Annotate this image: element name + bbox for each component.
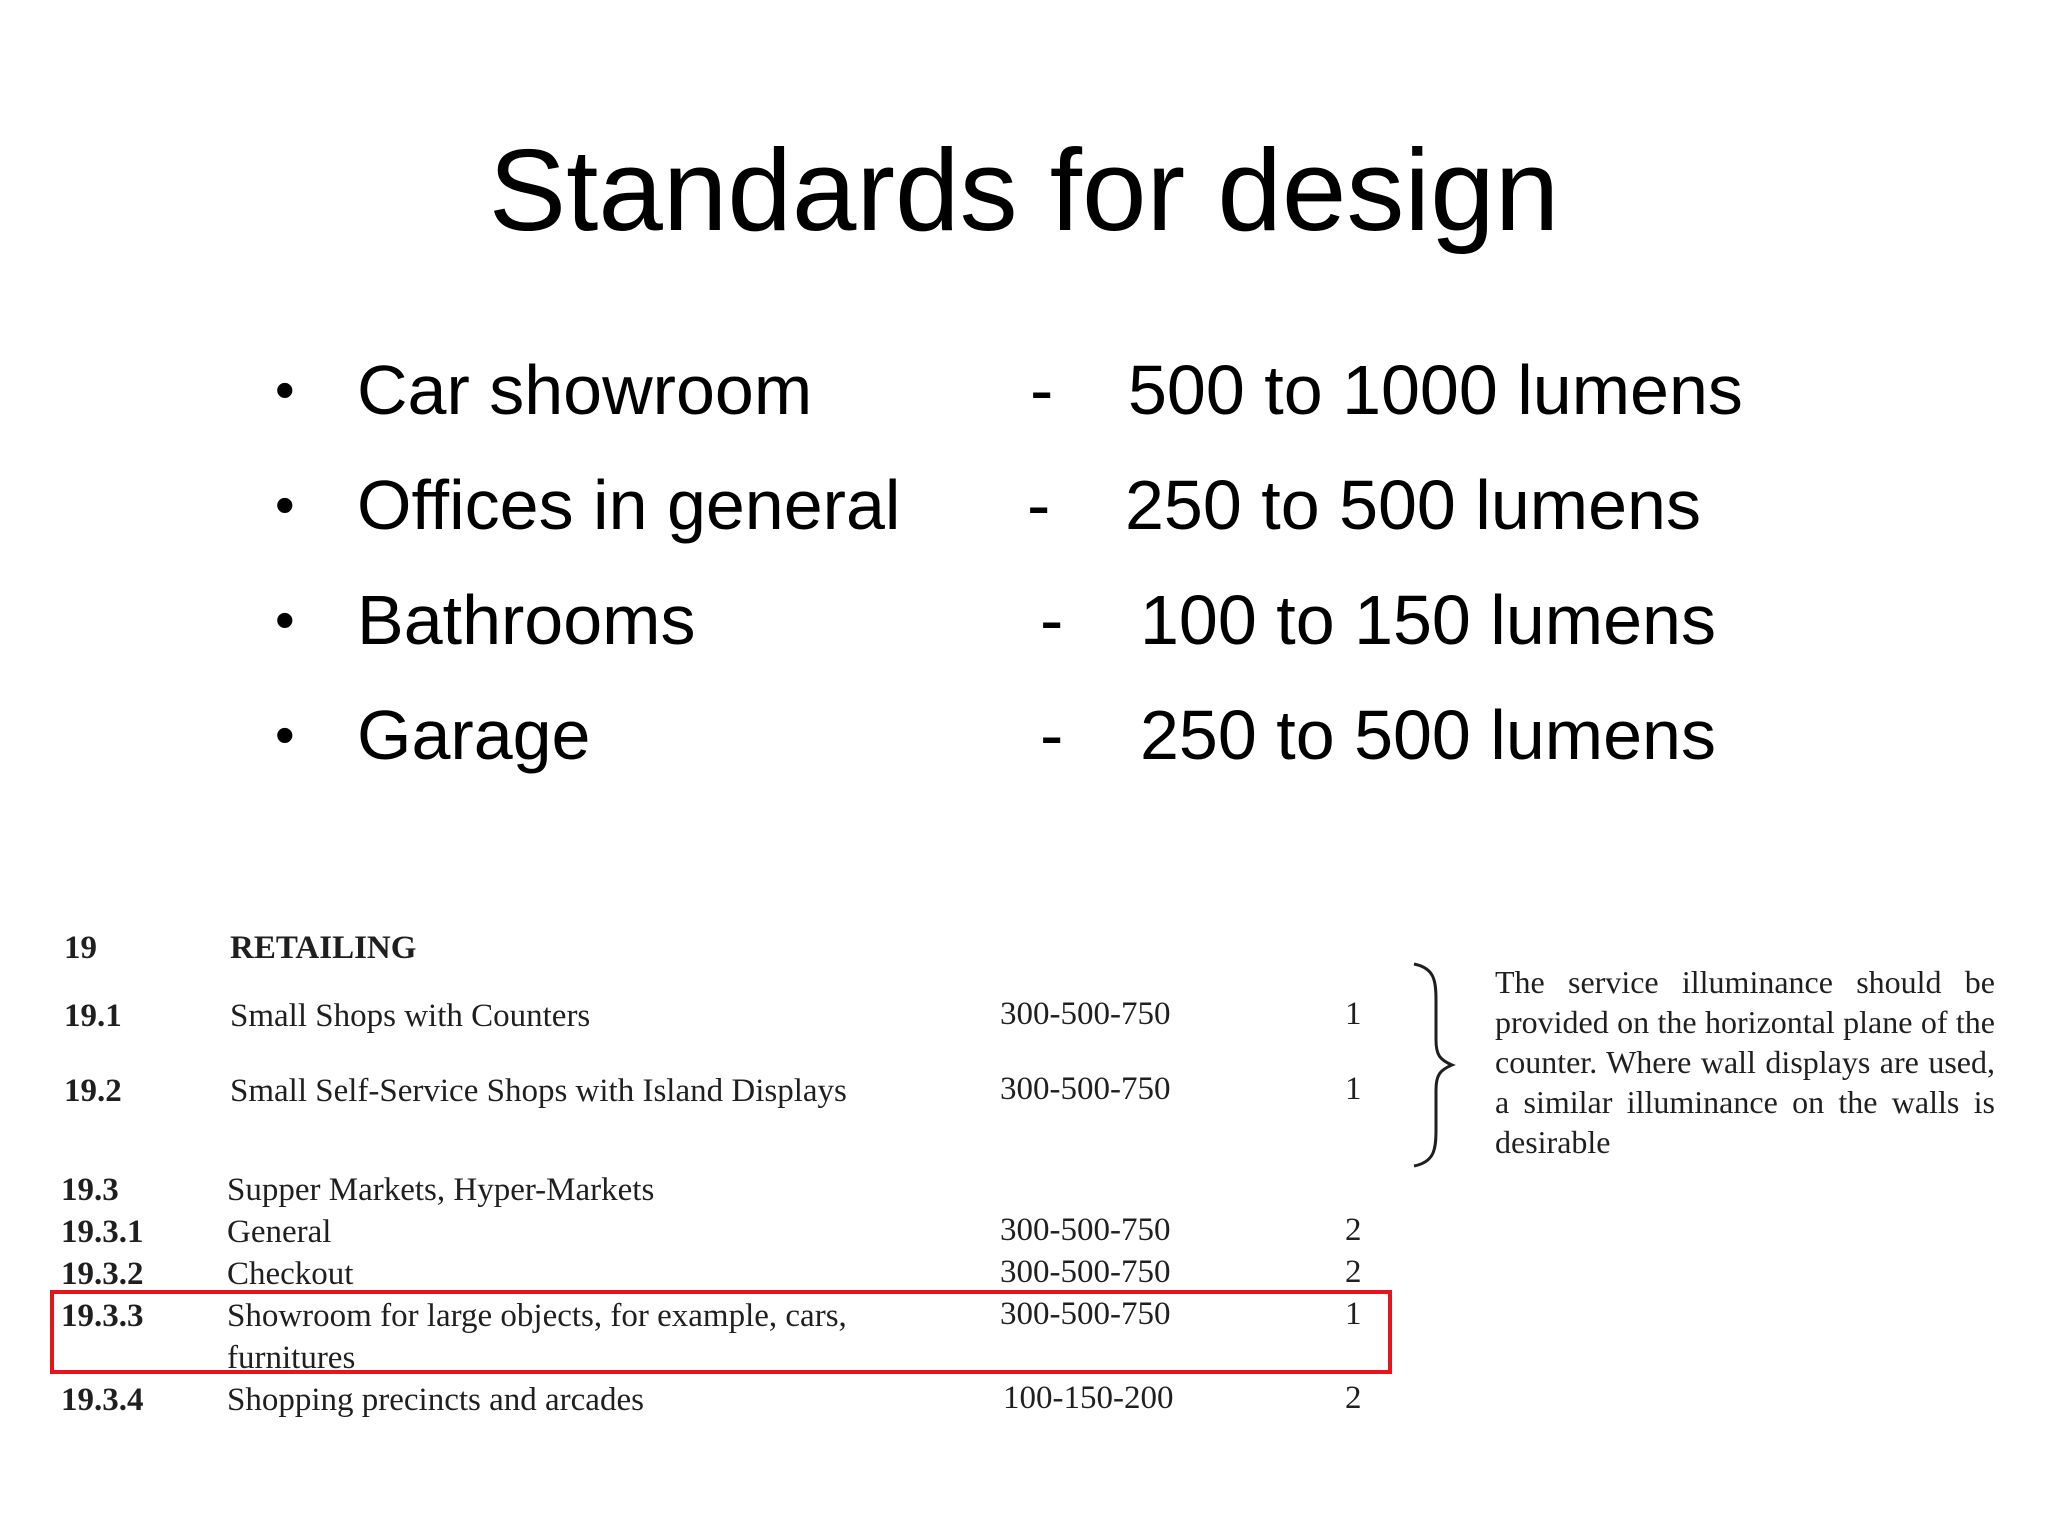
table-row-description: General xyxy=(227,1214,332,1250)
table-row-code: 19.3.1 xyxy=(61,1214,144,1250)
bullet-item xyxy=(0,340,2048,440)
bullet-value: 250 to 500 lumens xyxy=(1125,466,1701,544)
table-row-class: 2 xyxy=(1345,1380,1362,1416)
bullet-item xyxy=(0,455,2048,555)
bullet-value: 250 to 500 lumens xyxy=(1140,696,1716,774)
table-row-description: Small Shops with Counters xyxy=(230,998,591,1034)
bullet-value: 500 to 1000 lumens xyxy=(1128,351,1743,429)
table-row-code: 19.3 xyxy=(61,1172,119,1208)
bullet-dot-icon: • xyxy=(275,588,295,651)
table-row-description: Supper Markets, Hyper-Markets xyxy=(227,1172,655,1208)
table-row-description: Showroom for large objects, for example, cars, xyxy=(227,1298,847,1334)
table-row-class: 1 xyxy=(1345,1296,1362,1332)
table-row-code: 19.1 xyxy=(64,998,122,1034)
bullet-label: Car showroom xyxy=(357,351,813,429)
bullet-item xyxy=(0,685,2048,785)
table-row-heading: RETAILING xyxy=(230,930,417,966)
table-row-illuminance: 300-500-750 xyxy=(1000,1296,1171,1332)
table-row-description: Shopping precincts and arcades xyxy=(227,1382,644,1418)
table-row-code: 19 xyxy=(64,930,97,966)
bullet-dot-icon: • xyxy=(275,473,295,536)
bullet-dash: - xyxy=(1040,696,1064,774)
bullet-dash: - xyxy=(1027,466,1051,544)
table-row-code: 19.2 xyxy=(64,1073,122,1109)
slide-title: Standards for design xyxy=(488,125,1560,255)
table-row-class: 2 xyxy=(1345,1212,1362,1248)
table-row-class: 2 xyxy=(1345,1254,1362,1290)
bullet-label: Garage xyxy=(357,696,591,774)
table-row-description: Checkout xyxy=(227,1256,354,1292)
bullet-value: 100 to 150 lumens xyxy=(1140,581,1716,659)
table-row-illuminance: 300-500-750 xyxy=(1000,996,1171,1032)
table-row-code: 19.3.4 xyxy=(61,1382,144,1418)
lighting-standards-table xyxy=(0,900,2048,1460)
table-row-illuminance: 100-150-200 xyxy=(1003,1380,1174,1416)
bullet-dash: - xyxy=(1040,581,1064,659)
bullet-dot-icon: • xyxy=(275,358,295,421)
table-row-code: 19.3.3 xyxy=(61,1298,144,1334)
table-row-illuminance: 300-500-750 xyxy=(1000,1212,1171,1248)
bullet-label: Bathrooms xyxy=(357,581,696,659)
table-row-illuminance: 300-500-750 xyxy=(1000,1071,1171,1107)
table-row-class: 1 xyxy=(1345,1071,1362,1107)
table-row-illuminance: 300-500-750 xyxy=(1000,1254,1171,1290)
table-row-class: 1 xyxy=(1345,996,1362,1032)
table-row-description-continued: furnitures xyxy=(227,1340,356,1376)
table-row-description: Small Self-Service Shops with Island Displays xyxy=(230,1073,847,1109)
curly-brace-icon xyxy=(1400,960,1480,1170)
highlight-box xyxy=(50,1290,1392,1374)
bullet-dot-icon: • xyxy=(275,703,295,766)
table-note: The service illuminance should be provided on the horizontal plane of the counter. Where wall displays are used, a similar illuminance on the walls is desirable xyxy=(1495,964,1995,1160)
bullet-label: Offices in general xyxy=(357,466,901,544)
bullet-dash: - xyxy=(1030,351,1054,429)
bullet-item xyxy=(0,570,2048,670)
table-row-code: 19.3.2 xyxy=(61,1256,144,1292)
